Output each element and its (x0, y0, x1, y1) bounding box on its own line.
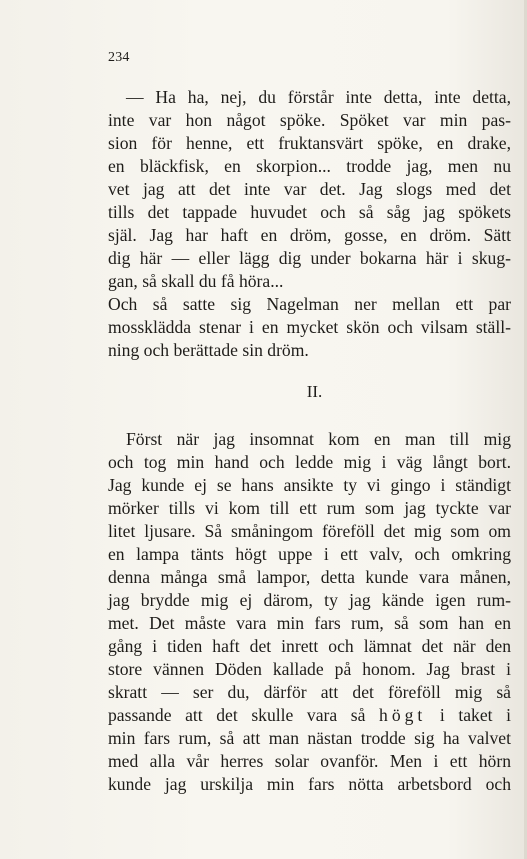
text-line: skratt — ser du, därför att det föreföll mig så (108, 682, 511, 702)
text-line: ning och berättade sin dröm. (108, 340, 309, 360)
spaced-word: högt (379, 705, 427, 725)
text-line: denna många små lampor, detta kunde vara månen, (108, 567, 511, 587)
text-line: en bläckfisk, en skorpion... trodde jag, men nu (108, 156, 511, 176)
text-line: min fars rum, så att man nästan trodde sig ha valvet (108, 728, 511, 748)
text-line: själ. Jag har haft en dröm, gosse, en dröm. Sätt (108, 225, 511, 245)
text-line: sion för henne, ett fruktansvärt spöke, en drake, (108, 133, 511, 153)
text-fragment: passande att det skulle vara så (108, 705, 366, 725)
text-line: inte var hon något spöke. Spöket var min pas- (108, 110, 511, 130)
section-heading: II. (306, 382, 323, 401)
text-line: jag brydde mig ej därom, ty jag kände igen rum- (108, 590, 511, 610)
text-line-with-spaced-word (108, 704, 511, 726)
text-line: litet ljusare. Så småningom föreföll det mig som om (108, 521, 511, 541)
text-line: med alla vår herres solar ovanför. Men i ett hörn (108, 751, 511, 771)
text-line: Och så satte sig Nagelman ner mellan ett par (108, 294, 511, 314)
text-fragment: i taket i (439, 705, 511, 725)
text-line: mossklädda stenar i en mycket skön och vilsam ställ- (108, 317, 511, 337)
page-number: 234 (108, 50, 130, 65)
text-line: Jag kunde ej se hans ansikte ty vi gingo i ständigt (108, 475, 511, 495)
text-line: gång i tiden haft det inrett och lämnat det när den (108, 636, 511, 656)
text-line: kunde jag urskilja min fars nötta arbetsbord och (108, 774, 511, 794)
text-line: met. Det måste vara min fars rum, så som han en (108, 613, 511, 633)
text-line: och tog min hand och ledde mig i väg långt bort. (108, 452, 511, 472)
text-line: Först när jag insomnat kom en man till mig (126, 429, 511, 449)
text-line: store vännen Döden kallade på honom. Jag brast i (108, 659, 511, 679)
text-line: vet jag att det inte var det. Jag slogs med det (108, 179, 511, 199)
text-line: mörker tills vi kom till ett rum som jag tyckte var (108, 498, 511, 518)
text-line: — Ha ha, nej, du förstår inte detta, inte detta, (126, 87, 511, 107)
text-line: en lampa tänts högt uppe i ett valv, och omkring (108, 544, 511, 564)
text-line: dig här — eller lägg dig under bokarna här i skug- (108, 248, 511, 268)
text-line: tills det tappade huvudet och så såg jag spökets (108, 202, 511, 222)
text-line: gan, så skall du få höra... (108, 271, 284, 291)
